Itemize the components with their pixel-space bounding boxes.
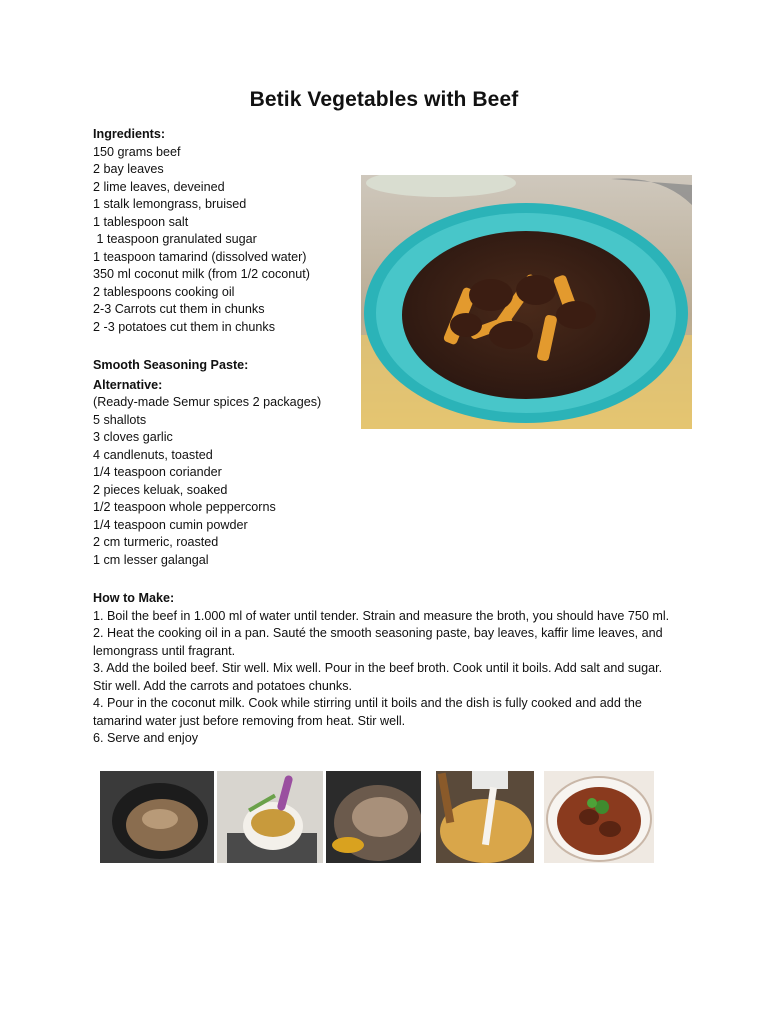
seasoning-heading: Smooth Seasoning Paste: [93,358,249,372]
seasoning-item: 1/2 teaspoon whole peppercorns [93,500,276,514]
step-photo-serve [544,771,654,863]
recipe-title: Betik Vegetables with Beef [249,88,519,111]
ingredient-item: 1 teaspoon granulated sugar [93,232,257,246]
ingredient-item: 150 grams beef [93,144,181,159]
seasoning-item: (Ready-made Semur spices 2 packages) [93,395,322,409]
ingredient-item: 2 tablespoons cooking oil [93,284,235,299]
dish-photo [361,175,692,429]
method-step: 3. Add the boiled beef. Stir well. Mix well. Pour in the beef broth. Cook until it boils. Add salt and sugar. Stir well. Add the carrots and potatoes chunks. [93,661,663,693]
ingredients-section [93,126,310,336]
seasoning-item: 4 candlenuts, toasted [93,447,213,462]
ingredient-item: 1 teaspoon tamarind (dissolved water) [93,249,307,264]
ingredient-item: 2 lime leaves, deveined [93,179,225,194]
step-photo-beef [326,771,421,863]
ingredients-heading: Ingredients: [93,127,166,141]
seasoning-item: 1/4 teaspoon coriander [93,465,222,479]
ingredient-item: 2 -3 potatoes cut them in chunks [93,319,276,334]
method-step: 4. Pour in the coconut milk. Cook while stirring until it boils and the dish is fully cooked and add the tamarind water just before removing from heat. Stir well. [93,696,642,728]
seasoning-item: 5 shallots [93,412,147,427]
method-step: 2. Heat the cooking oil in a pan. Sauté the smooth seasoning paste, bay leaves, kaffir lime leaves, and lemongrass until fragrant. [93,626,663,658]
ingredient-item: 350 ml coconut milk (from 1/2 coconut) [93,267,310,281]
seasoning-subheading: Alternative: [93,377,163,392]
method-heading: How to Make: [93,591,175,605]
seasoning-item: 2 pieces keluak, soaked [93,482,228,497]
ingredient-item: 1 tablespoon salt [93,214,189,229]
ingredient-item: 2 bay leaves [93,162,164,176]
method-step: 1. Boil the beef in 1.000 ml of water until tender. Strain and measure the broth, you should have 750 ml. [93,608,670,623]
seasoning-item: 1/4 teaspoon cumin powder [93,517,248,532]
ingredient-item: 2-3 Carrots cut them in chunks [93,302,265,316]
seasoning-item: 3 cloves garlic [93,430,173,444]
seasoning-item: 2 cm turmeric, roasted [93,535,219,549]
step-photo-saute [217,771,323,863]
method-step: 6. Serve and enjoy [93,731,199,745]
seasoning-section [93,357,321,569]
step-photo-boil [100,771,214,863]
step-photo-coconut-milk [436,771,534,863]
seasoning-item: 1 cm lesser galangal [93,552,209,567]
method-section [93,590,683,748]
ingredient-item: 1 stalk lemongrass, bruised [93,197,247,211]
